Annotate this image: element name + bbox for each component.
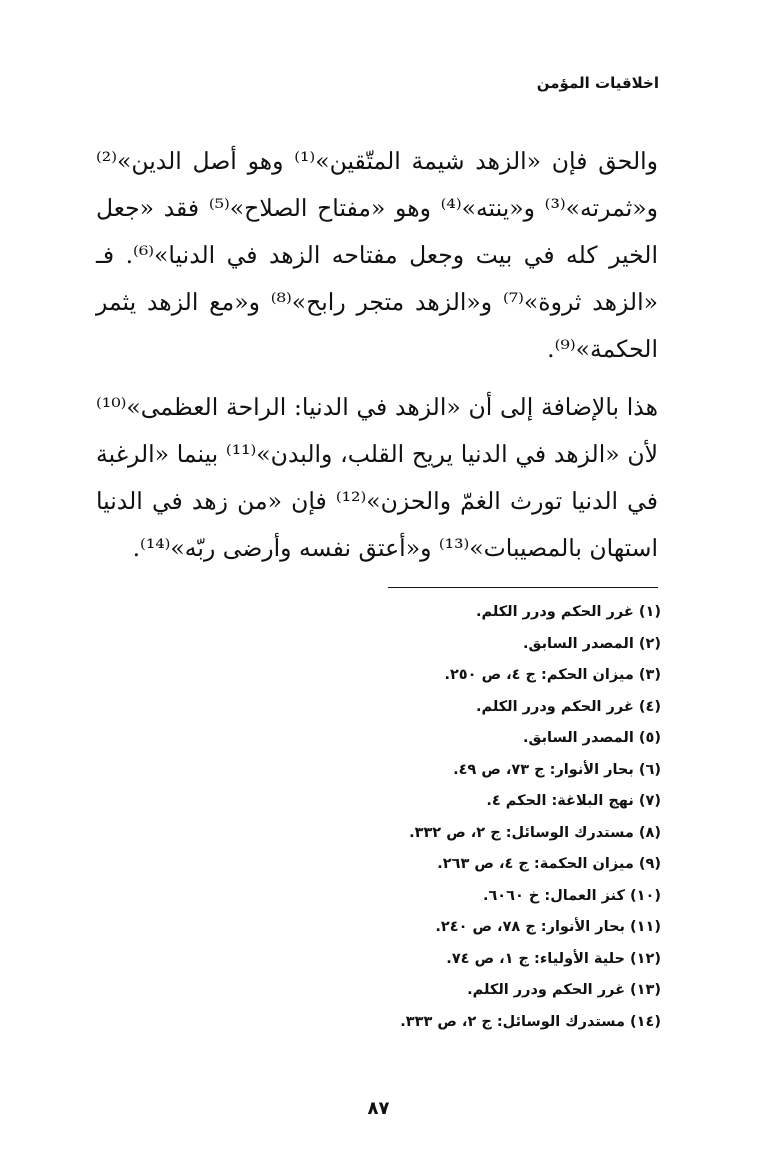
footnote-item: (١٢) حلية الأولياء: ج ١، ص ٧٤. [446, 950, 661, 967]
footnote-item: (٩) ميزان الحكمة: ج ٤، ص ٢٦٣. [437, 856, 661, 872]
footnotes-list [400, 597, 661, 1038]
footnote-item: (٥) المصدر السابق. [522, 730, 661, 746]
footnote-item: (٦) بحار الأنوار: ج ٧٣، ص ٤٩. [453, 761, 661, 778]
paragraph-1: والحق فإن «الزهد شيمة المتّقين»⁽¹⁾ وهو أصل الدين»⁽²⁾ و«ثمرته»⁽³⁾ و«ينته»⁽⁴⁾ وهو «مفتاح الصلاح»⁽⁵⁾ فقد «جعل الخير كله في بيت وجعل مفتاحه الزهد في الدنيا»⁽⁶⁾. فـ «الزهد ثروة»⁽⁷⁾ و«الزهد متجر رابح»⁽⁸⁾ و«مع الزهد يثمر الحكمة»⁽⁹⁾. [96, 147, 658, 363]
footnote-item: (٨) مستدرك الوسائل: ج ٢، ص ٣٣٢. [409, 824, 661, 841]
footnote-item: (١١) بحار الأنوار: ج ٧٨، ص ٢٤٠. [435, 919, 661, 935]
footnote-item: (١٣) غرر الحكم ودرر الكلم. [467, 982, 661, 998]
footnote-item: (٣) ميزان الحكم: ج ٤، ص ٢٥٠. [444, 667, 661, 683]
footnote-item: (١٤) مستدرك الوسائل: ج ٢، ص ٣٣٣. [400, 1013, 661, 1030]
paragraph-2: هذا بالإضافة إلى أن «الزهد في الدنيا: الراحة العظمى»⁽¹⁰⁾ لأن «الزهد في الدنيا يريح القلب، والبدن»⁽¹¹⁾ بينما «الرغبة في الدنيا تورث الغمّ والحزن»⁽¹²⁾ فإن «من زهد في الدنيا استهان بالمصيبات»⁽¹³⁾ و«أعتق نفسه وأرضى ربّه»⁽¹⁴⁾. [96, 393, 659, 562]
running-head: اخلاقيات المؤمن [536, 74, 659, 92]
page-number: ٨٧ [367, 1098, 390, 1119]
footnote-item: (٧) نهج البلاغة: الحكم ٤. [486, 793, 661, 809]
body-text [96, 138, 658, 572]
footnote-item: (١٠) كنز العمال: خ ٦٠٦٠. [482, 887, 661, 904]
footnote-separator [388, 587, 658, 588]
footnote-item: (١) غرر الحكم ودرر الكلم. [475, 604, 661, 620]
footnote-item: (٤) غرر الحكم ودرر الكلم. [475, 698, 661, 715]
footnote-item: (٢) المصدر السابق. [522, 635, 661, 652]
